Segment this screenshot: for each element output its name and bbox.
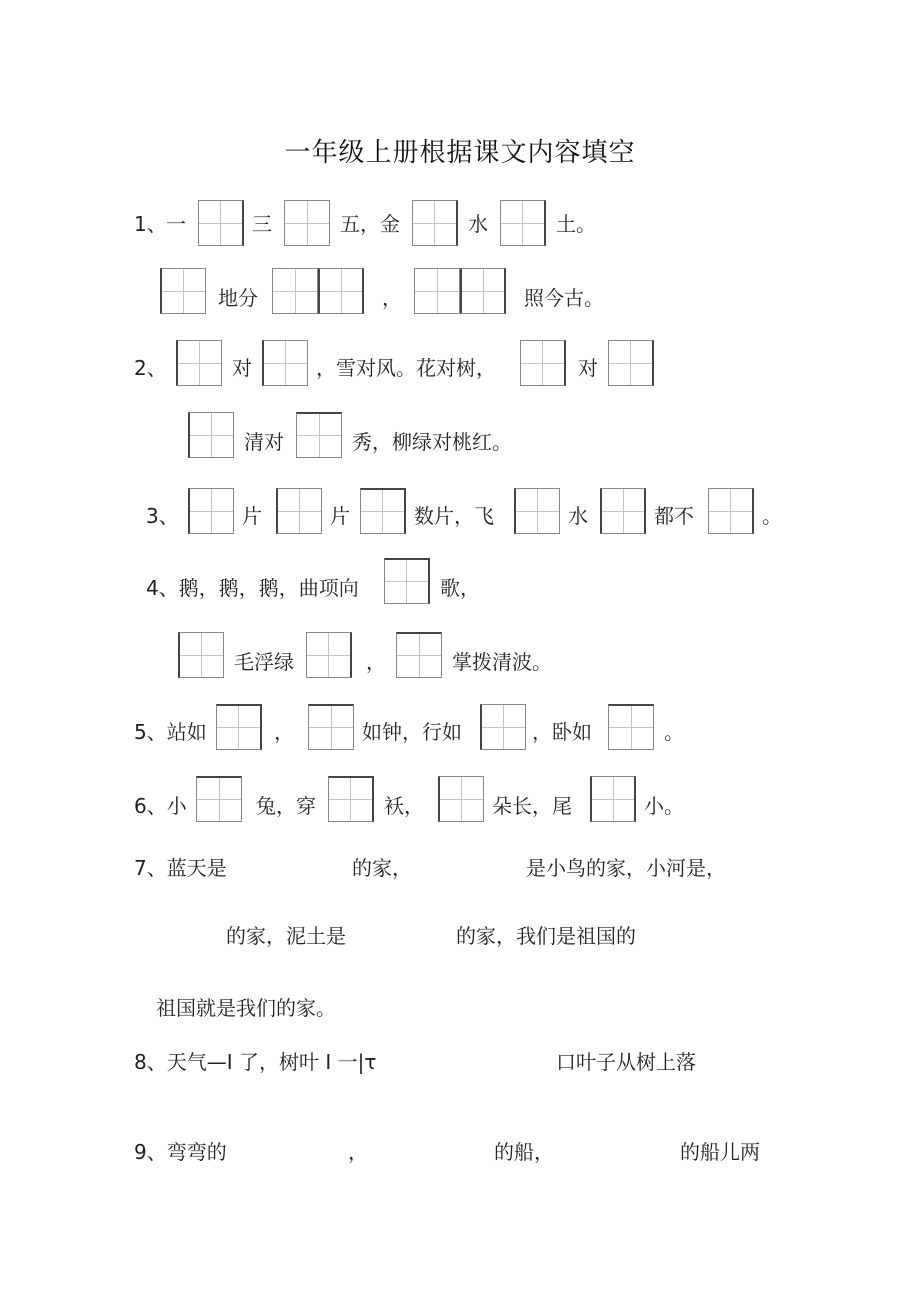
q1b-blank-1[interactable]	[160, 268, 206, 314]
q7c-text: 祖国就是我们的家。	[156, 996, 336, 1020]
q8-text-a: 口叶子从树上落	[556, 1050, 696, 1074]
q4b-blank-2[interactable]	[306, 632, 352, 678]
q1b-text-a: 地分	[218, 286, 258, 310]
q5-text-d: 。	[664, 720, 684, 744]
q3-text-b: 片	[330, 504, 350, 528]
q6-blank-1[interactable]	[196, 776, 242, 822]
page-title: 一年级上册根据课文内容填空	[284, 138, 636, 168]
q5-blank-1[interactable]	[216, 704, 262, 750]
q7b-text-b: 的家，我们是祖国的	[456, 924, 636, 948]
q2-blank-1[interactable]	[176, 340, 222, 386]
q2-number: 2、	[134, 356, 167, 380]
q6-blank-4[interactable]	[590, 776, 636, 822]
q3-blank-3[interactable]	[360, 488, 406, 534]
q2-blank-3[interactable]	[520, 340, 566, 386]
q5-text-b: 如钟，行如	[362, 720, 462, 744]
q1b-blank-2[interactable]	[272, 268, 318, 314]
q6-text-d: 小。	[644, 794, 684, 818]
q5-text-c: ，卧如	[532, 720, 592, 744]
q8-text: 8、天气—I 了，树叶 I 一|τ	[134, 1050, 377, 1074]
q2-blank-2[interactable]	[262, 340, 308, 386]
q3-blank-5[interactable]	[600, 488, 646, 534]
q1b-text-b: ，	[382, 286, 402, 310]
q3-text-a: 片	[242, 504, 262, 528]
q4-text: 4、鹅，鹅，鹅，曲项向	[146, 576, 359, 600]
q1-text-c: 五，金	[340, 212, 400, 236]
q4-blank-1[interactable]	[384, 558, 430, 604]
q3-text-c: 数片，飞	[414, 504, 494, 528]
q1b-text-c: 照今古。	[524, 286, 604, 310]
q2-text-c: 对	[578, 356, 598, 380]
q5-blank-3[interactable]	[480, 704, 526, 750]
q4b-blank-3[interactable]	[396, 632, 442, 678]
q2b-blank-2[interactable]	[296, 412, 342, 458]
q9-text-b: 的船，	[494, 1140, 554, 1164]
q3-text-e: 都不	[654, 504, 694, 528]
q6-text: 6、小	[134, 794, 187, 818]
q4b-blank-1[interactable]	[178, 632, 224, 678]
q1-blank-1[interactable]	[198, 200, 244, 246]
q2-blank-4[interactable]	[608, 340, 654, 386]
q6-blank-2[interactable]	[328, 776, 374, 822]
q3-blank-2[interactable]	[276, 488, 322, 534]
q1b-blank-3[interactable]	[318, 268, 364, 314]
q1-blank-4[interactable]	[500, 200, 546, 246]
q5-text: 5、站如	[134, 720, 207, 744]
q2b-blank-1[interactable]	[188, 412, 234, 458]
q3-blank-1[interactable]	[188, 488, 234, 534]
q1b-blank-5[interactable]	[460, 268, 506, 314]
q2-text-a: 对	[232, 356, 252, 380]
q1-text-b: 三	[252, 212, 272, 236]
q3-blank-6[interactable]	[708, 488, 754, 534]
q6-text-c: 朵长，尾	[492, 794, 572, 818]
q5-text-a: ，	[274, 720, 294, 744]
q4b-text-b: ，	[366, 650, 386, 674]
q6-text-a: 兔，穿	[256, 794, 316, 818]
q6-text-b: 袄，	[384, 794, 424, 818]
q5-blank-4[interactable]	[608, 704, 654, 750]
q5-blank-2[interactable]	[308, 704, 354, 750]
q2b-text-a: 清对	[244, 430, 284, 454]
q1-text-d: 水	[468, 212, 488, 236]
q9-text: 9、弯弯的	[134, 1140, 227, 1164]
q7-text-b: 是小鸟的家，小河是，	[526, 856, 726, 880]
q1-text-e: 土。	[556, 212, 596, 236]
q4-text-a: 歌，	[440, 576, 480, 600]
q1b-blank-4[interactable]	[414, 268, 460, 314]
q1-blank-2[interactable]	[284, 200, 330, 246]
q1-number: 1、	[134, 212, 167, 236]
q4b-text-c: 掌拨清波。	[452, 650, 552, 674]
q7-text-a: 的家，	[352, 856, 412, 880]
q3-text-f: 。	[762, 504, 782, 528]
q7-text: 7、蓝天是	[134, 856, 227, 880]
q3-number: 3、	[146, 504, 179, 528]
q2b-text-b: 秀，柳绿对桃红。	[352, 430, 512, 454]
q6-blank-3[interactable]	[438, 776, 484, 822]
q2-text-b: ，雪对风。花对树，	[316, 356, 496, 380]
q1-text-a: 一	[166, 212, 186, 236]
q3-blank-4[interactable]	[514, 488, 560, 534]
q9-text-c: 的船儿两	[680, 1140, 760, 1164]
q3-text-d: 水	[568, 504, 588, 528]
q1-blank-3[interactable]	[412, 200, 458, 246]
q9-text-a: ，	[348, 1140, 368, 1164]
q7b-text-a: 的家，泥土是	[226, 924, 346, 948]
q4b-text-a: 毛浮绿	[234, 650, 294, 674]
